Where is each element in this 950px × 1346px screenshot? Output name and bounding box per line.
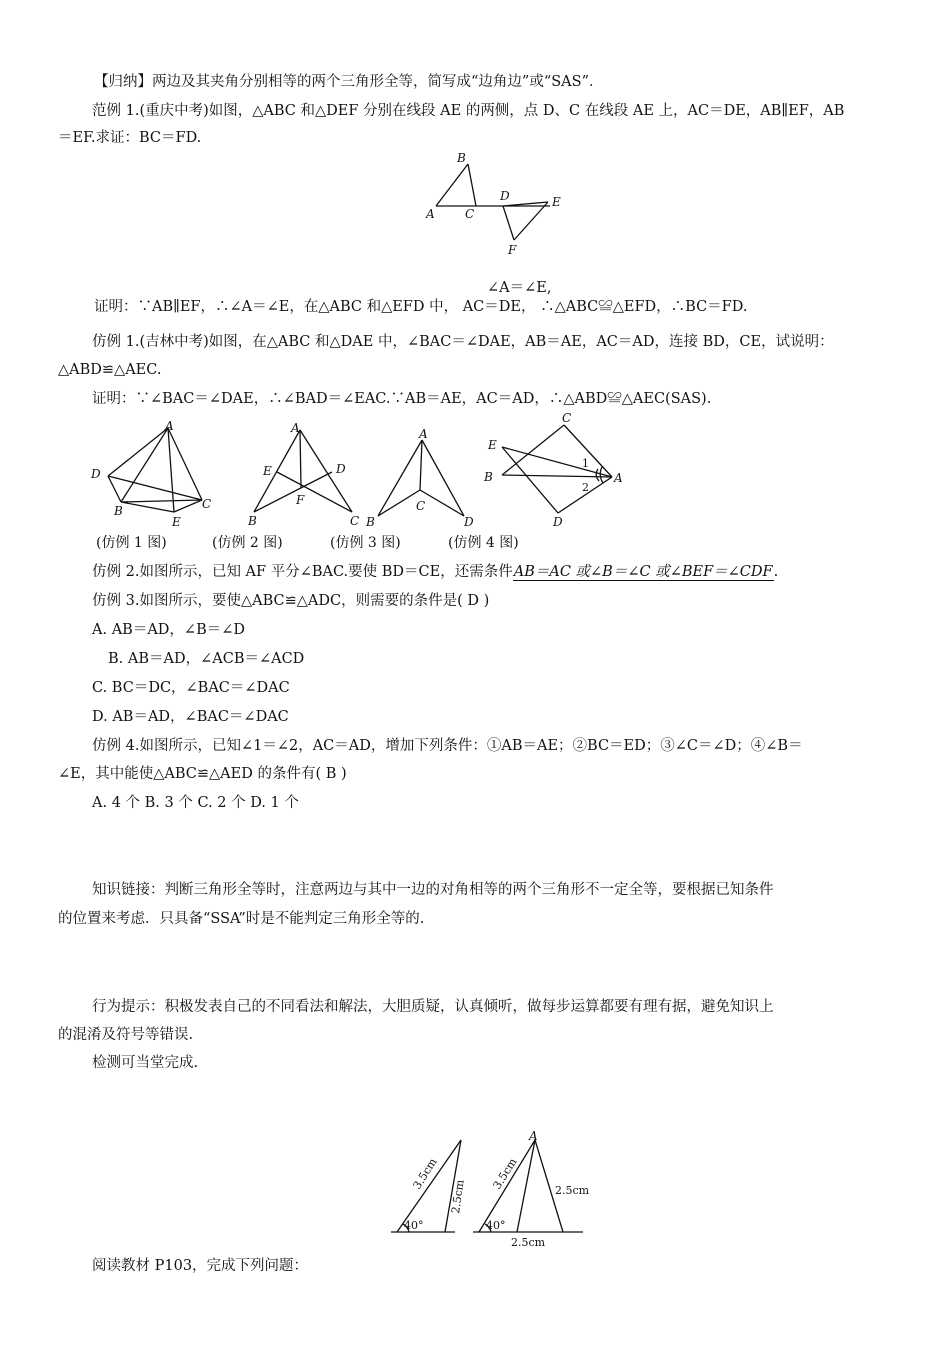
angle-1: 1 [582,457,589,470]
label-angle-40-2: 40° [486,1219,506,1232]
label-A: A [614,471,623,485]
caption-figure-1: (仿例 1 图) [96,535,167,551]
imitation4-text: 仿例 4.如图所示，已知∠1＝∠2，AC＝AD，增加下列条件：①AB＝AE；②BC＝ED；③∠C＝∠D；④∠B＝ [92,738,803,754]
summary-text: 【归纳】两边及其夹角分别相等的两个三角形全等，简写成“边角边”或“SAS”． [94,74,604,90]
imitation1-figure [88,418,218,530]
imitation4-text-cont: ∠E，其中能使△ABC≌△AED 的条件有( B ) [58,766,347,782]
example1-text-cont: ＝EF.求证：BC＝FD. [58,130,202,146]
label-C: C [350,514,360,528]
label-C: C [416,499,426,513]
option-3-d: D. AB＝AD，∠BAC＝∠DAC [92,709,289,725]
label-E: E [552,195,561,209]
option-3-c: C. BC＝DC，∠BAC＝∠DAC [92,680,290,696]
caption-figure-3: (仿例 3 图) [330,535,401,551]
label-B: B [484,470,493,484]
label-B: B [366,515,375,529]
label-F: F [508,243,517,257]
angle-2: 2 [582,481,589,494]
label-B: B [248,514,257,528]
imitation3-text: 仿例 3.如图所示，要使△ABC≌△ADC，则需要的条件是( D ) [92,593,490,609]
label-A: A [529,1129,538,1143]
label-side-3-5cm-2: 3.5cm [490,1155,520,1192]
ssa-triangles-figure [385,1128,595,1253]
imitation4-figure [478,405,628,530]
label-A: A [426,207,435,221]
example1-text: 范例 1.(重庆中考)如图，△ABC 和△DEF 分别在线段 AE 的两侧，点 D、C 在线段 AE 上，AC＝DE，AB∥EF，AB [92,103,845,119]
caption-figure-2: (仿例 2 图) [212,535,283,551]
caption-figure-4: (仿例 4 图) [448,535,519,551]
label-A: A [419,427,428,441]
knowledge-link: 知识链接：判断三角形全等时，注意两边与其中一边的对角相等的两个三角形不一定全等，要根据已知条件 [92,882,774,898]
imitation1-text: 仿例 1.(吉林中考)如图，在△ABC 和△DAE 中，∠BAC＝∠DAE，AB＝AE，AC＝AD，连接 BD，CE，试说明： [92,334,834,350]
imitation2-text [92,562,778,582]
knowledge-link-cont: 的位置来考虑．只具备“SSA”时是不能判定三角形全等的. [58,911,425,927]
read-textbook: 阅读教材 P103，完成下列问题： [92,1258,309,1274]
option-4: A. 4 个 B. 3 个 C. 2 个 D. 1 个 [92,795,299,811]
imitation3-figure [360,418,480,530]
label-E: E [172,515,181,529]
imitation1-proof: 证明：∵∠BAC＝∠DAE，∴∠BAD＝∠EAC.∵AB＝AE，AC＝AD，∴△ABD≌△AEC(SAS). [92,391,712,407]
label-D: D [553,515,563,529]
example1-proof-brace-top: ∠A＝∠E, [487,280,552,296]
behavior-tip-cont: 的混淆及符号等错误. [58,1027,194,1043]
label-D: D [91,467,101,481]
label-D: D [336,462,346,476]
label-D: D [500,189,510,203]
imitation2-answer: AB＝AC 或∠B＝∠C 或∠BEF＝∠CDF [513,564,773,580]
example1-proof: 证明：∵AB∥EF，∴∠A＝∠E，在△ABC 和△EFD 中， AC＝DE， ∴△ABC≌△EFD，∴BC＝FD. [94,299,748,315]
behavior-tip: 行为提示：积极发表自己的不同看法和解法，大胆质疑，认真倾听，做每步运算都要有理有据，避免知识上 [92,999,774,1015]
label-F: F [296,493,305,507]
imitation2-figure [240,418,370,530]
label-side-3-5cm: 3.5cm [410,1155,440,1192]
label-E: E [488,438,497,452]
label-A: A [165,419,174,433]
label-E: E [263,464,272,478]
imitation1-text-cont: △ABD≌△AEC. [58,362,162,378]
label-C: C [465,207,475,221]
example1-figure [420,148,570,260]
option-3-b: B. AB＝AD，∠ACB＝∠ACD [108,651,305,667]
label-angle-40: 40° [404,1219,424,1232]
label-D: D [464,515,474,529]
label-B: B [114,504,123,518]
label-C: C [562,411,572,425]
label-side-2-5cm-2: 2.5cm [555,1184,590,1197]
check-note: 检测可当堂完成. [92,1055,199,1071]
imitation2-suffix: . [773,564,779,580]
label-A: A [291,421,300,435]
label-C: C [202,497,212,511]
imitation2-prefix: 仿例 2.如图所示，已知 AF 平分∠BAC.要使 BD＝CE，还需条件 [92,564,513,580]
label-B: B [457,151,466,165]
option-3-a: A. AB＝AD，∠B＝∠D [92,622,245,638]
label-side-2-5cm: 2.5cm [449,1178,467,1215]
label-base-2-5cm: 2.5cm [511,1236,546,1249]
